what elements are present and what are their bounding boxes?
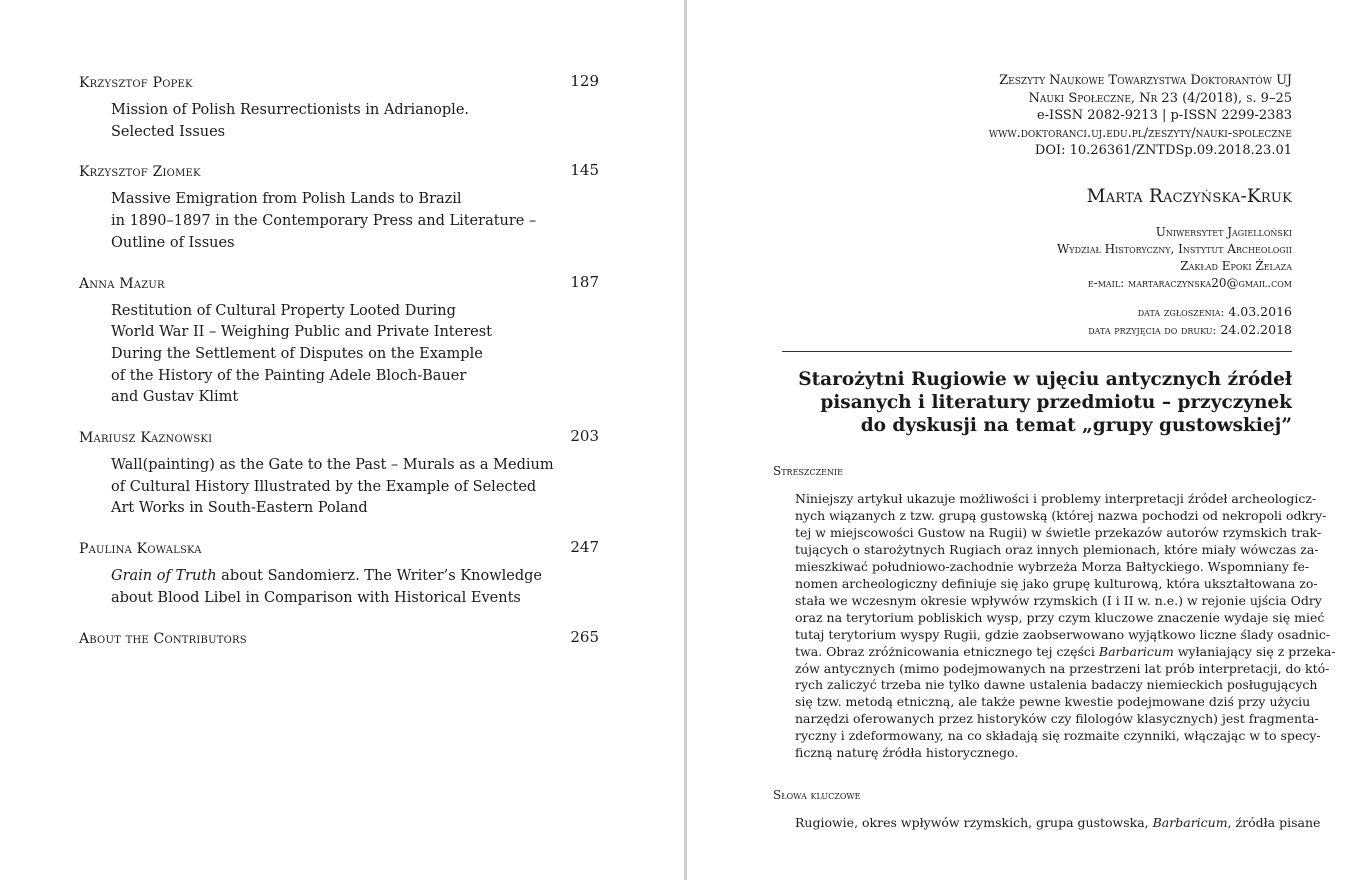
- toc-author: Paulina Kowalska: [79, 541, 202, 558]
- toc-entry: [79, 427, 599, 520]
- horizontal-rule: [782, 351, 1292, 352]
- toc-title: Grain of Truth about Sandomierz. The Writer’s Knowledge about Blood Libel in Comparison with Historical Events: [111, 568, 542, 606]
- toc-entry: [79, 538, 599, 609]
- left-page: [0, 0, 684, 880]
- article-title: Starożytni Rugiowie w ujęciu antycznych źródeł pisanych i literatury przedmiotu – przyczynek do dyskusji na temat „grupy gustowskiej”: [798, 369, 1292, 436]
- journal-issue: Nauki Społeczne, Nr 23 (4/2018), s. 9–25: [1028, 90, 1292, 106]
- keywords-heading: Słowa kluczowe: [773, 788, 861, 802]
- toc-entry: [79, 273, 599, 410]
- author-email: e-mail: martaraczynska20@gmail.com: [1087, 276, 1292, 290]
- right-page: [687, 0, 1370, 880]
- toc-entry: [79, 72, 599, 143]
- toc-entry: [79, 161, 599, 254]
- toc-entry: [79, 628, 599, 648]
- keywords-body: Rugiowie, okres wpływów rzymskich, grupa gustowska, Barbaricum, źródła pisane: [795, 815, 1321, 830]
- table-of-contents: [79, 72, 599, 666]
- toc-page-number: 129: [570, 72, 599, 90]
- toc-page-number: 187: [570, 272, 599, 291]
- issn: e-ISSN 2082-9213 | p-ISSN 2299-2383: [1036, 108, 1292, 124]
- journal-name: Zeszyty Naukowe Towarzystwa Doktorantów UJ: [999, 73, 1292, 88]
- submission-dates: data zgłoszenia: 4.03.2016 data przyjęcia do druku: 24.02.2018: [1088, 304, 1292, 337]
- toc-title: Restitution of Cultural Property Looted During World War II – Weighing Public and Private Interest During the Settlement of Disputes on the Example of the History of the Painting Adele Bloch-Bauer and Gustav Klimt: [111, 302, 492, 406]
- abstract-heading: Streszczenie: [773, 464, 843, 478]
- abstract-body: Niniejszy artykuł ukazuje możliwości i problemy interpretacji źródeł archeologicz- nych wiązanych z tzw. grupą gustowską (której nazwa pochodzi od nekropoli odkry- tej w miejscowości Gustow na Rugii) w świetle przekazów autorów rzymskich trak- tujących o starożytnych Rugiach oraz innych plemionach, które miały wówczas za- mieszkiwać południowo-zachodnie wybrzeża Morza Bałtyckiego. Wspomniany fe- nomen archeologiczny definiuje się jako grupę kulturową, która ukształtowana zo- stała we wczesnym okresie wpływów rzymskich (I i II w. n.e.) w rejonie ujścia Odry oraz na terytorium pobliskich wysp, przy czym kluczowe znaczenie wydaje się mieć tutaj terytorium wyspy Rugii, gdzie zaobserwowano wyjątkowo liczne ślady osadnic- twa. Obraz zróżnicowania etnicznego tej części Barbaricum wyłaniający się z przeka- zów antycznych (mimo podejmowanych na przestrzeni lat prób interpretacji, do któ- rych zaliczyć trzeba nie tylko dawne ustalenia badaczy niemieckich posługujących się tzw. metodą etniczną, ale także pewne kwestie podejmowane dziś przy użyciu narzędzi oferowanych przez historyków czy filologów klasycznych) jest fragmenta- ryczny i zdeformowany, na co składają się rozmaite czynniki, włączając w to specy- ficzną naturę źródła historycznego.: [795, 491, 1336, 761]
- toc-page-number: 247: [570, 538, 599, 557]
- toc-page-number: 265: [570, 627, 599, 646]
- journal-metadata: [989, 72, 1292, 160]
- toc-author: Mariusz Kaznowski: [79, 430, 213, 447]
- doi: DOI: 10.26361/ZNTDSp.09.2018.23.01: [1034, 143, 1292, 159]
- toc-author: Krzysztof Ziomek: [79, 164, 201, 181]
- toc-title: Wall(painting) as the Gate to the Past – Murals as a Medium of Cultural History Illustrated by the Example of Selected Art Works in South-Eastern Poland: [111, 457, 554, 517]
- toc-page-number: 203: [570, 427, 599, 446]
- toc-section-title: About the Contributors: [79, 630, 247, 647]
- toc-page-number: 145: [570, 161, 599, 180]
- toc-title: Massive Emigration from Polish Lands to Brazil in 1890–1897 in the Contemporary Press and Literature – Outline of Issues: [111, 191, 537, 251]
- author-affiliation: Uniwersytet Jagielloński Wydział Historyczny, Instytut Archeologii Zakład Epoki Żelaza e-mail: martaraczynska20@gmail.com: [1056, 225, 1292, 290]
- journal-url: www.doktoranci.uj.edu.pl/zeszyty/nauki-spoleczne: [988, 125, 1292, 141]
- italic-title: Grain of Truth: [111, 568, 217, 585]
- toc-title: Mission of Polish Resurrectionists in Adrianople. Selected Issues: [111, 102, 470, 140]
- toc-author: Anna Mazur: [79, 275, 165, 292]
- toc-author: Krzysztof Popek: [79, 75, 193, 91]
- article-author: Marta Raczyńska-Kruk: [1086, 186, 1292, 207]
